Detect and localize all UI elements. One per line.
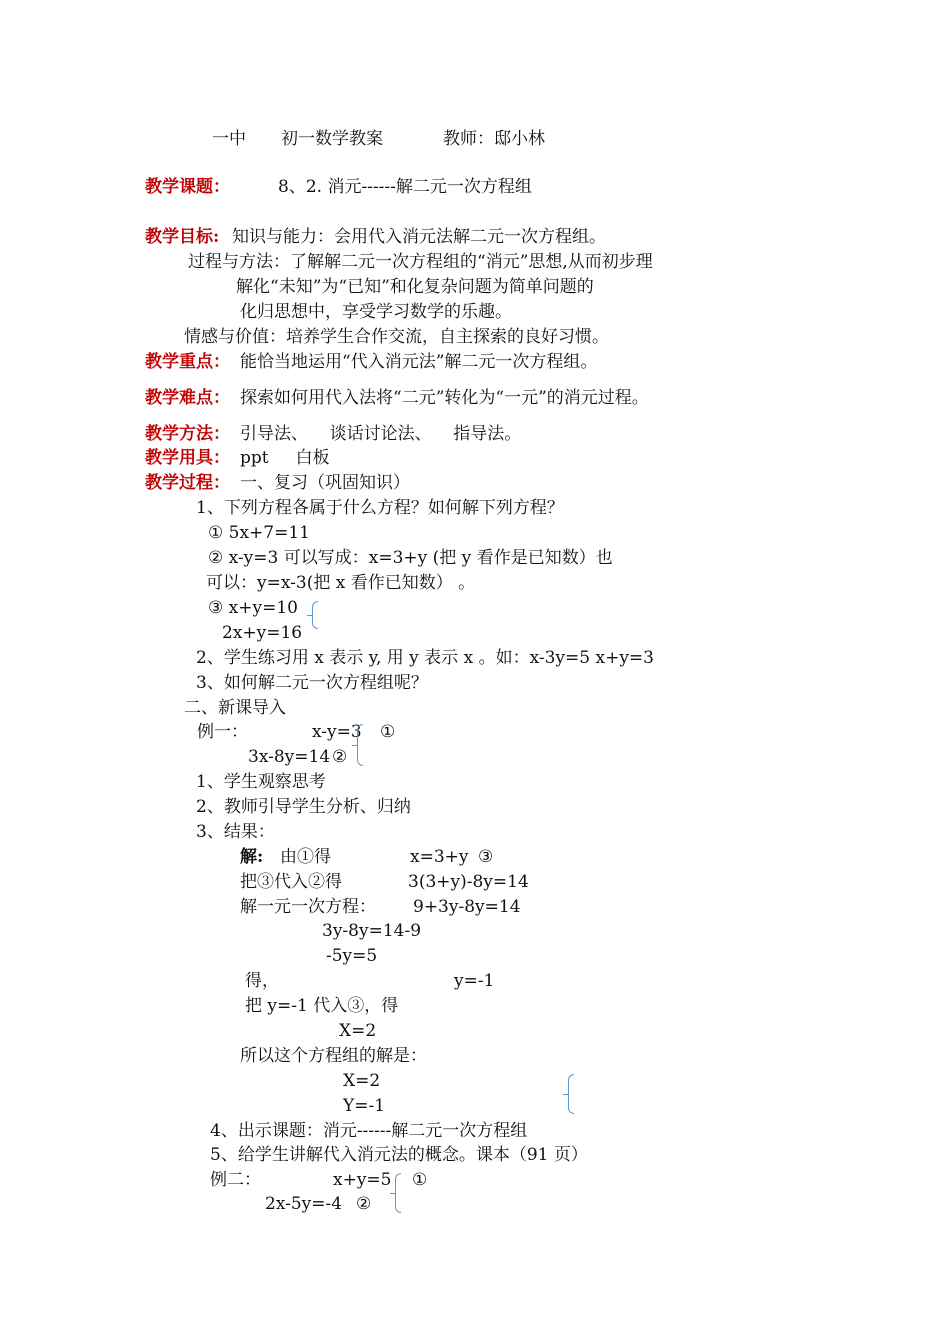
new-lesson-title: 二、新课导入 — [184, 698, 286, 718]
review-eq2: ② x-y=3 可以写成：x=3+y (把 y 看作是已知数）也 — [208, 548, 613, 568]
example2-eq1: x+y=5 — [333, 1170, 392, 1190]
solution-line3: 解一元一次方程： — [240, 897, 376, 917]
goals-line5: 情感与价值：培养学生合作交流，自主探索的良好习惯。 — [184, 327, 609, 347]
solution-line7: 把 y=-1 代入③，得 — [245, 996, 399, 1016]
review-q3: 3、如何解二元一次方程组呢？ — [196, 673, 428, 693]
answer-y: Y=-1 — [343, 1096, 386, 1116]
topic-text: 8、2. 消元------解二元一次方程组 — [278, 177, 532, 197]
difficulties-label: 教学难点： — [145, 388, 230, 408]
header-school: 一中 — [212, 129, 246, 149]
step4: 4、出示课题：消元------解二元一次方程组 — [210, 1121, 528, 1141]
goals-label: 教学目标: — [145, 227, 220, 247]
step5: 5、给学生讲解代入消元法的概念。课本（91 页） — [210, 1145, 588, 1165]
solution-line1-eq: x=3+y — [410, 847, 469, 867]
solution-line6-eq: y=-1 — [454, 971, 495, 991]
example2-eq2: 2x-5y=-4 — [265, 1194, 343, 1214]
system-brace-icon — [357, 724, 363, 766]
solution-line1-mark: ③ — [478, 847, 494, 867]
tools-label: 教学用具： — [145, 448, 230, 468]
goals-line4: 化归思想中，享受学习数学的乐趣。 — [240, 302, 512, 322]
example1-mark1: ① — [380, 722, 396, 742]
example2-mark2: ② — [356, 1194, 372, 1214]
process-label: 教学过程： — [145, 473, 230, 493]
example1-eq2: 3x-8y=14 — [248, 747, 331, 767]
topic-label: 教学课题： — [145, 177, 230, 197]
header-doc-type: 初一数学教案 — [281, 129, 383, 149]
review-eq3b: 2x+y=16 — [222, 623, 303, 643]
methods-text: 引导法、 谈话讨论法、 指导法。 — [240, 424, 522, 444]
system-brace-icon — [568, 1074, 574, 1114]
solution-line1: 由①得 — [280, 847, 331, 867]
review-eq1: ① 5x+7=11 — [208, 523, 310, 543]
solution-label: 解: — [240, 847, 264, 867]
answer-x: X=2 — [343, 1071, 381, 1091]
review-eq2b: 可以：y=x-3(把 x 看作已知数） 。 — [206, 573, 476, 593]
difficulties-text: 探索如何用代入法将“二元”转化为“一元”的消元过程。 — [240, 388, 649, 408]
goals-line1: 知识与能力：会用代入消元法解二元一次方程组。 — [232, 227, 606, 247]
solution-line8: X=2 — [339, 1021, 377, 1041]
review-title: 一、复习（巩固知识） — [240, 473, 410, 493]
step2: 2、教师引导学生分析、归纳 — [196, 797, 411, 817]
system-brace-icon — [395, 1173, 401, 1213]
header-teacher: 教师：邸小林 — [443, 129, 545, 149]
solution-line6: 得， — [245, 971, 279, 991]
solution-line9: 所以这个方程组的解是： — [240, 1046, 427, 1066]
review-q2: 2、学生练习用 x 表示 y, 用 y 表示 x 。如：x-3y=5 x+y=3 — [196, 648, 654, 668]
goals-line3: 解化“未知”为“已知”和化复杂问题为简单问题的 — [236, 277, 594, 297]
goals-line2: 过程与方法：了解解二元一次方程组的“消元”思想,从而初步理 — [188, 252, 653, 272]
key-points-label: 教学重点： — [145, 352, 230, 372]
solution-line5: -5y=5 — [326, 946, 378, 966]
solution-line4: 3y-8y=14-9 — [322, 921, 422, 941]
example1-eq1: x-y=3 — [312, 722, 362, 742]
tools-text: ppt 白板 — [240, 448, 330, 468]
solution-line3-eq: 9+3y-8y=14 — [413, 897, 521, 917]
example1-mark2: ② — [332, 747, 348, 767]
example2-mark1: ① — [412, 1170, 428, 1190]
key-points-text: 能恰当地运用“代入消元法”解二元一次方程组。 — [240, 352, 598, 372]
example1-label: 例一： — [197, 722, 248, 742]
methods-label: 教学方法： — [145, 424, 230, 444]
solution-line2-eq: 3(3+y)-8y=14 — [408, 872, 529, 892]
example2-label: 例二： — [210, 1170, 261, 1190]
review-q1: 1、下列方程各属于什么方程？如何解下列方程？ — [196, 498, 564, 518]
review-eq3a: ③ x+y=10 — [208, 598, 298, 618]
system-brace-icon — [312, 601, 318, 629]
step3: 3、结果： — [196, 822, 275, 842]
step1: 1、学生观察思考 — [196, 772, 326, 792]
solution-line2: 把③代入②得 — [240, 872, 342, 892]
